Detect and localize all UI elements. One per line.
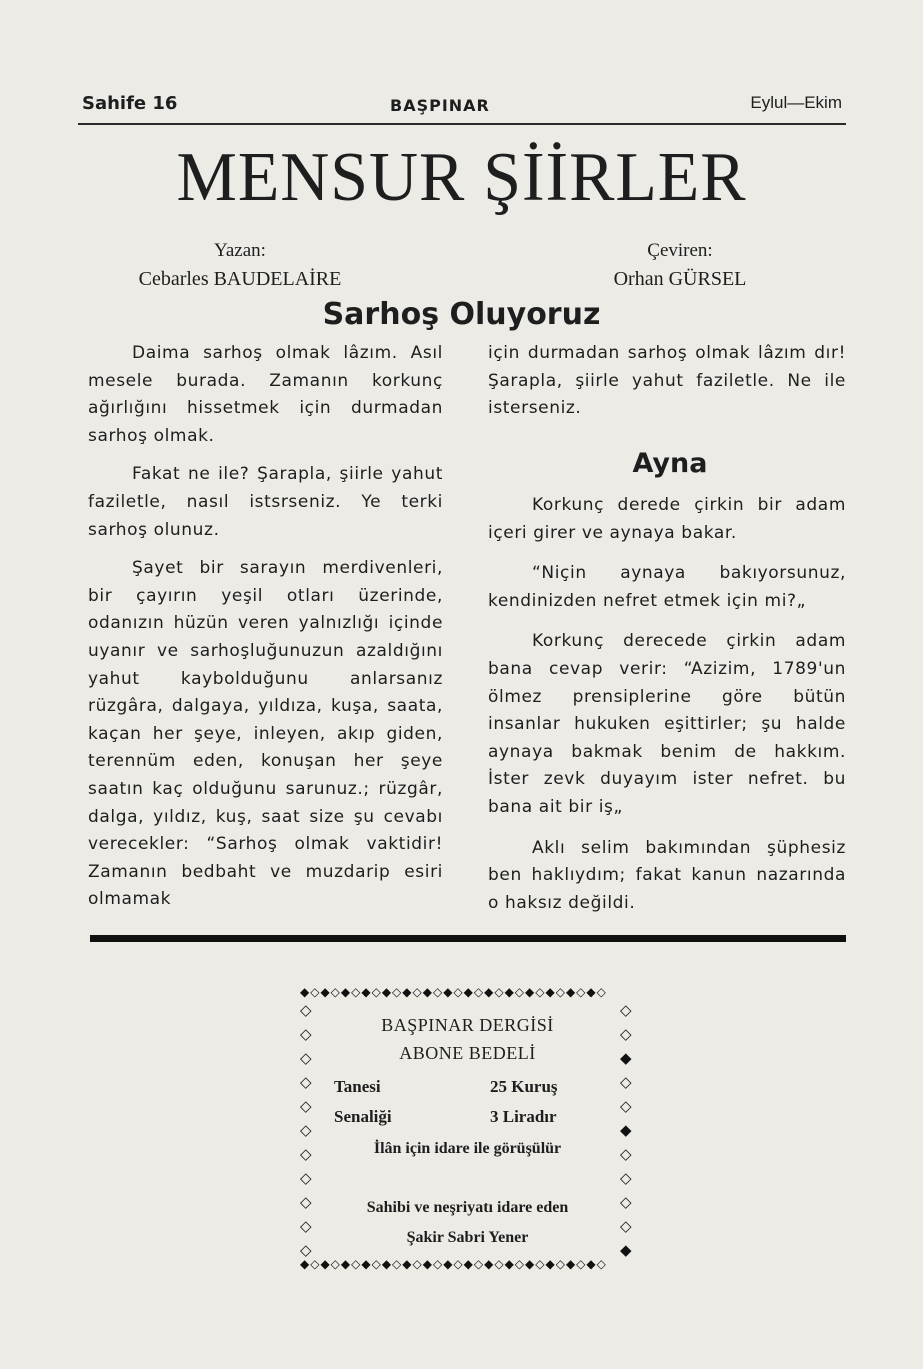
issue-date: Eylul—Ekim (750, 93, 842, 112)
poem-paragraph: Aklı selim bakımından şüphesiz ben haklıydım; fakat kanun nazarında o haksız değildi. (488, 837, 846, 913)
page-number: Sahife 16 (82, 93, 178, 114)
price-label: Senaliği (334, 1107, 392, 1126)
translator-role: Çeviren: (647, 240, 713, 261)
poem-paragraph: Korkunç derecede çirkin adam bana cevap verir: “Azizim, 1789'un ölmez prensiplerine göre bütün insanlar hukuken eşittirler; şu halde aynaya bakmak benim de hakkım. İster zevk duyayım ister nefret. bu bana ait bir iş„ (488, 631, 846, 817)
box-magazine-name: BAŞPINAR DERGİSİ (381, 1015, 554, 1035)
right-column-top (488, 340, 846, 423)
author-role: Yazan: (214, 240, 266, 261)
diamond-border-left: ◇ ◇ ◇ ◇ ◇ ◇ ◇ ◇ ◇ ◇ ◇ (300, 1002, 312, 1259)
ad-notice: İlân için idare ile görüşülür (373, 1140, 562, 1157)
magazine-name: BAŞPINAR (390, 96, 490, 115)
poem-paragraph: için durmadan sarhoş olmak lâzım dır! Şarapla, şiirle yahut faziletle. Ne ile isterseniz. (488, 343, 846, 419)
price-label: Tanesi (334, 1077, 381, 1096)
subscription-box (300, 985, 635, 1275)
poem-paragraph: Korkunç derede çirkin bir adam içeri girer ve aynaya bakar. (488, 495, 846, 543)
poem-heading-ayna: Ayna (632, 448, 708, 479)
owner-label: Sahibi ve neşriyatı idare eden (366, 1199, 569, 1216)
header-divider (78, 123, 846, 125)
price-value: 25 Kuruş (490, 1077, 558, 1096)
section-divider (90, 935, 846, 942)
translator-credit (560, 237, 800, 293)
diamond-border-top: ◆◇◆◇◆◇◆◇◆◇◆◇◆◇◆◇◆◇◆◇◆◇◆◇◆◇◆◇◆◇ (300, 985, 607, 999)
translator-name: Orhan GÜRSEL (613, 268, 747, 290)
poem-paragraph: Şayet bir sarayın merdivenleri, bir çayırın yeşil otları üzerinde, odanızın hüzün veren yalnızlığı içinde uyanır ve sarhoşluğunuzun azaldığını yahut kaybolduğunu anlarsanız rüzgâra, dalgaya, yıldıza, kuşa, saata, kaçan her şeye, inleyen, akıp giden, terennüm eden, konuşan her şeye saatın kaç olduğunu sarunuz.; rüzgâr, dalga, yıldız, kuş, saat size şu cevabı verecekler: “Sarhoş olmak vaktidir! Zamanın bedbaht ve muzdarip esiri olmamak (88, 558, 443, 910)
author-name: Cebarles BAUDELAİRE (138, 268, 342, 290)
box-subscription-label: ABONE BEDELİ (399, 1043, 536, 1063)
diamond-border-bottom: ◆◇◆◇◆◇◆◇◆◇◆◇◆◇◆◇◆◇◆◇◆◇◆◇◆◇◆◇◆◇ (300, 1257, 607, 1271)
price-value: 3 Liradır (490, 1107, 557, 1126)
owner-name: Şakir Sabri Yener (406, 1229, 529, 1246)
poem-paragraph: “Niçin aynaya bakıyorsunuz, kendinizden nefret etmek için mi?„ (488, 563, 846, 611)
poem-paragraph: Daima sarhoş olmak lâzım. Asıl mesele burada. Zamanın korkunç ağırlığını hissetmek için durmadan sarhoş olmak. (88, 343, 443, 446)
poem-paragraph: Fakat ne ile? Şarapla, şiirle yahut faziletle, nasıl istsrseniz. Ye terki sarhoş olunuz. (88, 464, 443, 540)
running-header (82, 93, 842, 123)
right-column-ayna (488, 492, 846, 917)
left-column (88, 340, 443, 914)
diamond-border-right: ◇ ◇ ◆ ◇ ◇ ◆ ◇ ◇ ◇ ◇ ◆ (620, 1002, 632, 1259)
author-credit (105, 237, 375, 293)
page-title: MENSUR ŞİİRLER (176, 139, 747, 216)
poem-heading-sarhos: Sarhoş Oluyoruz (322, 297, 601, 332)
